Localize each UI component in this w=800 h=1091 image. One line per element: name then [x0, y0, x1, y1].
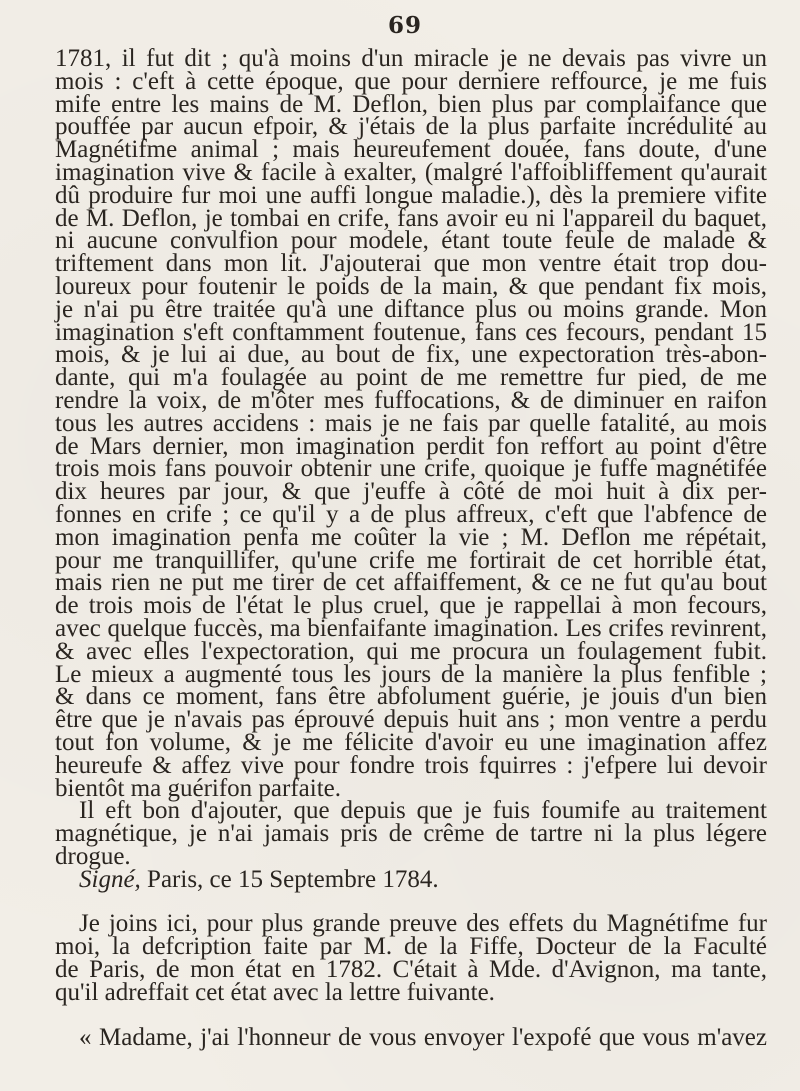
text-line: mais rien ne put me tirer de cet affaiffement, & ce ne fut qu'au bout	[55, 569, 767, 597]
text-line: bientôt ma guérifon parfaite.	[55, 774, 341, 802]
text-line: ni aucune convulfion pour modele, étant toute feule de malade &	[55, 227, 767, 255]
text-line: mois : c'eft à cette époque, que pour derniere reffource, je me fuis	[55, 67, 767, 95]
body-text	[55, 45, 767, 1051]
text-line: mife entre les mains de M. Deflon, bien plus par complaifance que	[55, 90, 767, 118]
text-line: Magnétifme animal ; mais heureufement douée, fans doute, d'une	[55, 136, 767, 164]
text-line: magnétique, je n'ai jamais pris de crême de tartre ni la plus légere	[55, 820, 767, 848]
text-line: 1781, il fut dit ; qu'à moins d'un miracle je ne devais pas vivre un	[55, 45, 767, 72]
paragraph-1	[55, 45, 767, 802]
text-line: moi, la defcription faite par M. de la Fiffe, Docteur de la Faculté	[55, 933, 767, 961]
text-line: trois mois fans pouvoir obtenir une crife, quoique je fuffe magnétifée	[55, 455, 767, 483]
text-line: tout fon volume, & je me félicite d'avoir eu une imagination affez	[55, 728, 767, 756]
text-line: rendre la voix, de m'ôter mes fuffocations, & de diminuer en raifon	[55, 386, 767, 414]
text-line: qu'il adreffait cet état avec la lettre fuivante.	[55, 978, 495, 1006]
text-line: mon imagination penfa me coûter la vie ; M. Deflon me répétait,	[55, 523, 767, 551]
text-line: & avec elles l'expectoration, qui me procura un foulagement fubit.	[55, 637, 767, 665]
text-line: loureux pour foutenir le poids de la main, & que pendant fix mois,	[55, 272, 767, 300]
text-line: mois, & je lui ai due, au bout de fix, une expectoration très-abon-	[55, 341, 767, 369]
paragraph-3	[55, 910, 767, 1006]
text-line: de M. Deflon, je tombai en crife, fans avoir eu ni l'appareil du baquet,	[55, 204, 767, 232]
text-line: fonnes en crife ; ce qu'il y a de plus affreux, c'eft que l'abfence de	[55, 500, 767, 528]
text-line: je n'ai pu être traitée qu'à une diftance plus ou moins grande. Mon	[55, 295, 767, 323]
text-line: être que je n'avais pas éprouvé depuis huit ans ; mon ventre a perdu	[55, 706, 767, 734]
text-line: Je joins ici, pour plus grande preuve des effets du Magnétifme fur	[79, 910, 767, 938]
text-line: & dans ce moment, fans être abfolument guérie, je jouis d'un bien	[55, 683, 767, 711]
text-line: de Mars dernier, mon imagination perdit fon reffort au point d'être	[55, 432, 767, 460]
text-line: Il eft bon d'ajouter, que depuis que je fuis foumife au traitement	[79, 797, 767, 825]
paragraph-2	[55, 797, 767, 870]
text-line: pouffée par aucun efpoir, & j'étais de la plus parfaite incrédulité au	[55, 113, 767, 141]
signed-word: Signé,	[79, 865, 141, 893]
text-line: Le mieux a augmenté tous les jours de la manière la plus fenfible ;	[55, 660, 767, 688]
text-line: triftement dans mon lit. J'ajouterai que mon ventre était trop dou-	[55, 250, 767, 278]
text-line: de Paris, de mon état en 1782. C'était à Mde. d'Avignon, ma tante,	[55, 956, 767, 984]
text-line: heureufe & affez vive pour fondre trois fquirres : j'efpere lui devoir	[55, 751, 767, 779]
text-line: imagination s'eft conftamment foutenue, fans ces fecours, pendant 15	[55, 318, 767, 346]
letter-opening: « Madame, j'ai l'honneur de vous envoyer l'expofé que vous m'avez	[79, 1023, 767, 1051]
signature-place-date: Paris, ce 15 Septembre 1784.	[140, 865, 439, 893]
text-line: dante, qui m'a foulagée au point de me remettre fur pied, de me	[55, 364, 767, 392]
text-line: tous les autres accidens : mais je ne fais par quelle fatalité, au mois	[55, 409, 767, 437]
text-line: dix heures par jour, & que j'euffe à côté de moi huit à dix per-	[55, 478, 767, 506]
signature-line	[55, 865, 767, 893]
text-line: avec quelque fuccès, ma bienfaifante imagination. Les crifes revinrent,	[55, 614, 767, 642]
page-number: 69	[388, 12, 423, 39]
text-line: dû produire fur moi une auffi longue maladie.), dès la premiere vifite	[55, 181, 767, 209]
text-line: de trois mois de l'état le plus cruel, que je rappellai à mon fecours,	[55, 592, 767, 620]
text-line: imagination vive & facile à exalter, (malgré l'affoibliffement qu'aurait	[55, 158, 767, 186]
text-line: drogue.	[55, 842, 131, 870]
text-line: pour me tranquillifer, qu'une crife me fortirait de cet horrible état,	[55, 546, 767, 574]
